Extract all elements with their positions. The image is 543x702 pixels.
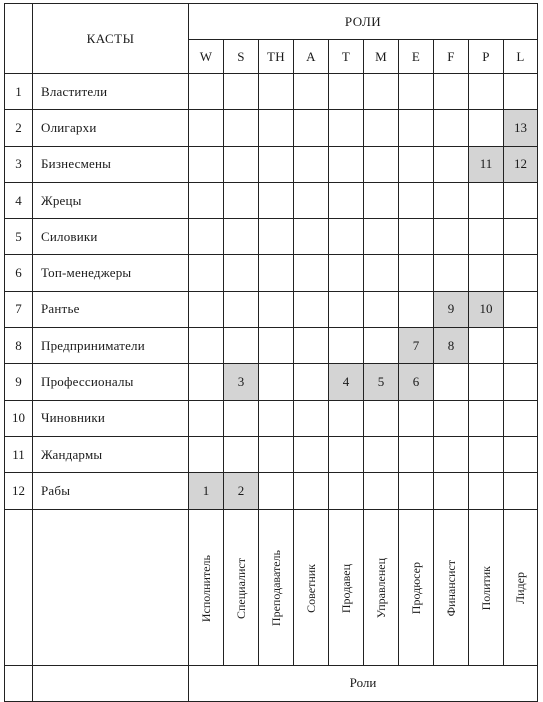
empty-cell xyxy=(329,436,364,472)
castes-roles-table xyxy=(4,3,538,702)
role-name-cell xyxy=(399,509,434,665)
roles-header: РОЛИ xyxy=(189,4,538,40)
caste-name: Властители xyxy=(33,74,189,110)
empty-cell xyxy=(399,146,434,182)
empty-cell xyxy=(504,182,538,218)
role-name: Продюсер xyxy=(408,561,423,615)
empty-cell xyxy=(434,110,469,146)
empty-cell xyxy=(399,110,434,146)
empty-cell xyxy=(504,219,538,255)
empty-cell xyxy=(189,182,224,218)
caste-name: Рабы xyxy=(33,473,189,509)
blank-cell-bottom xyxy=(33,509,189,665)
caste-name: Силовики xyxy=(33,219,189,255)
caste-name: Рантье xyxy=(33,291,189,327)
empty-cell xyxy=(364,110,399,146)
empty-cell xyxy=(399,219,434,255)
empty-cell xyxy=(504,328,538,364)
role-name-cell xyxy=(189,509,224,665)
shaded-cell: 7 xyxy=(399,328,434,364)
empty-cell xyxy=(294,110,329,146)
empty-cell xyxy=(364,146,399,182)
empty-cell xyxy=(259,146,294,182)
empty-cell xyxy=(294,291,329,327)
empty-cell xyxy=(259,328,294,364)
empty-cell xyxy=(224,291,259,327)
caste-name: Бизнесмены xyxy=(33,146,189,182)
empty-cell xyxy=(469,110,504,146)
empty-cell xyxy=(189,74,224,110)
caste-number: 2 xyxy=(5,110,33,146)
empty-cell xyxy=(189,436,224,472)
role-name: Преподаватель xyxy=(268,550,283,627)
empty-cell xyxy=(469,219,504,255)
empty-cell xyxy=(469,328,504,364)
empty-cell xyxy=(259,182,294,218)
roles-footer-label: Роли xyxy=(189,665,538,701)
role-name: Продавец xyxy=(338,563,353,613)
caste-number: 11 xyxy=(5,436,33,472)
shaded-cell: 4 xyxy=(329,364,364,400)
caste-name: Олигархи xyxy=(33,110,189,146)
empty-cell xyxy=(294,436,329,472)
role-code-e: E xyxy=(399,40,434,74)
empty-cell xyxy=(364,182,399,218)
caste-number: 3 xyxy=(5,146,33,182)
empty-cell xyxy=(294,182,329,218)
empty-cell xyxy=(294,146,329,182)
shaded-cell: 10 xyxy=(469,291,504,327)
shaded-cell: 9 xyxy=(434,291,469,327)
table-row xyxy=(5,436,538,472)
empty-cell xyxy=(329,219,364,255)
table-row xyxy=(5,364,538,400)
empty-cell xyxy=(364,473,399,509)
empty-cell xyxy=(469,364,504,400)
table-row xyxy=(5,328,538,364)
role-name: Специалист xyxy=(233,557,248,619)
empty-cell xyxy=(364,255,399,291)
empty-cell xyxy=(329,291,364,327)
empty-cell xyxy=(329,146,364,182)
empty-cell xyxy=(469,436,504,472)
empty-cell xyxy=(434,473,469,509)
empty-cell xyxy=(259,364,294,400)
empty-cell xyxy=(469,400,504,436)
empty-cell xyxy=(504,364,538,400)
empty-cell xyxy=(294,473,329,509)
role-code-w: W xyxy=(189,40,224,74)
empty-cell xyxy=(364,436,399,472)
role-name-cell xyxy=(259,509,294,665)
empty-cell xyxy=(189,400,224,436)
empty-cell xyxy=(364,400,399,436)
empty-cell xyxy=(224,146,259,182)
empty-cell xyxy=(224,219,259,255)
caste-number: 12 xyxy=(5,473,33,509)
role-code-f: F xyxy=(434,40,469,74)
role-name: Советник xyxy=(303,563,318,613)
empty-cell xyxy=(189,328,224,364)
caste-name: Профессионалы xyxy=(33,364,189,400)
corner-cell-bottom xyxy=(5,509,33,665)
shaded-cell: 2 xyxy=(224,473,259,509)
empty-cell xyxy=(259,74,294,110)
empty-cell xyxy=(294,255,329,291)
caste-name: Жрецы xyxy=(33,182,189,218)
role-code-th: TH xyxy=(259,40,294,74)
table-row xyxy=(5,182,538,218)
empty-cell xyxy=(434,436,469,472)
role-code-m: M xyxy=(364,40,399,74)
empty-cell xyxy=(399,436,434,472)
empty-cell xyxy=(434,146,469,182)
empty-cell xyxy=(259,110,294,146)
table-body xyxy=(5,4,538,702)
empty-cell xyxy=(434,182,469,218)
table-row xyxy=(5,255,538,291)
empty-cell xyxy=(329,255,364,291)
table-row xyxy=(5,110,538,146)
caste-number: 7 xyxy=(5,291,33,327)
caste-number: 8 xyxy=(5,328,33,364)
role-name: Лидер xyxy=(513,572,527,605)
role-code-a: A xyxy=(294,40,329,74)
empty-cell xyxy=(294,364,329,400)
role-name-cell xyxy=(364,509,399,665)
castes-header: КАСТЫ xyxy=(33,4,189,74)
empty-cell xyxy=(434,364,469,400)
caste-number: 1 xyxy=(5,74,33,110)
empty-cell xyxy=(434,400,469,436)
shaded-cell: 5 xyxy=(364,364,399,400)
empty-cell xyxy=(434,255,469,291)
role-names-row xyxy=(5,509,538,665)
shaded-cell: 13 xyxy=(504,110,538,146)
empty-cell xyxy=(259,291,294,327)
corner-cell-footer xyxy=(5,665,33,701)
empty-cell xyxy=(399,473,434,509)
empty-cell xyxy=(364,291,399,327)
role-name-cell xyxy=(434,509,469,665)
empty-cell xyxy=(399,182,434,218)
blank-cell-footer xyxy=(33,665,189,701)
empty-cell xyxy=(224,436,259,472)
empty-cell xyxy=(364,74,399,110)
empty-cell xyxy=(364,219,399,255)
caste-number: 9 xyxy=(5,364,33,400)
empty-cell xyxy=(504,473,538,509)
empty-cell xyxy=(259,219,294,255)
role-code-s: S xyxy=(224,40,259,74)
empty-cell xyxy=(259,255,294,291)
role-name: Финансист xyxy=(443,559,458,617)
empty-cell xyxy=(364,328,399,364)
role-name: Исполнитель xyxy=(198,554,213,622)
role-name-cell xyxy=(329,509,364,665)
corner-cell xyxy=(5,4,33,74)
empty-cell xyxy=(189,146,224,182)
caste-number: 6 xyxy=(5,255,33,291)
role-code-t: T xyxy=(329,40,364,74)
caste-number: 4 xyxy=(5,182,33,218)
shaded-cell: 3 xyxy=(224,364,259,400)
shaded-cell: 8 xyxy=(434,328,469,364)
empty-cell xyxy=(294,74,329,110)
empty-cell xyxy=(294,219,329,255)
role-code-p: P xyxy=(469,40,504,74)
empty-cell xyxy=(224,400,259,436)
empty-cell xyxy=(189,219,224,255)
empty-cell xyxy=(294,328,329,364)
header-row-top xyxy=(5,4,538,40)
shaded-cell: 12 xyxy=(504,146,538,182)
role-name-cell xyxy=(224,509,259,665)
caste-name: Топ-менеджеры xyxy=(33,255,189,291)
empty-cell xyxy=(434,74,469,110)
caste-name: Предприниматели xyxy=(33,328,189,364)
empty-cell xyxy=(399,400,434,436)
empty-cell xyxy=(469,182,504,218)
empty-cell xyxy=(469,473,504,509)
caste-number: 5 xyxy=(5,219,33,255)
empty-cell xyxy=(224,328,259,364)
table-row xyxy=(5,400,538,436)
empty-cell xyxy=(399,291,434,327)
caste-number: 10 xyxy=(5,400,33,436)
empty-cell xyxy=(329,473,364,509)
empty-cell xyxy=(399,74,434,110)
empty-cell xyxy=(469,74,504,110)
empty-cell xyxy=(224,182,259,218)
footer-row xyxy=(5,665,538,701)
empty-cell xyxy=(189,291,224,327)
empty-cell xyxy=(294,400,329,436)
empty-cell xyxy=(259,436,294,472)
role-name: Управленец xyxy=(373,557,388,619)
empty-cell xyxy=(329,328,364,364)
empty-cell xyxy=(189,110,224,146)
table-row xyxy=(5,74,538,110)
empty-cell xyxy=(504,74,538,110)
empty-cell xyxy=(329,110,364,146)
empty-cell xyxy=(259,400,294,436)
role-name-cell xyxy=(469,509,504,665)
empty-cell xyxy=(399,255,434,291)
empty-cell xyxy=(329,74,364,110)
empty-cell xyxy=(224,110,259,146)
table-row xyxy=(5,146,538,182)
role-code-l: L xyxy=(504,40,538,74)
empty-cell xyxy=(224,255,259,291)
empty-cell xyxy=(189,255,224,291)
role-name-cell xyxy=(294,509,329,665)
role-name: Политик xyxy=(478,565,493,611)
empty-cell xyxy=(504,291,538,327)
shaded-cell: 6 xyxy=(399,364,434,400)
empty-cell xyxy=(469,255,504,291)
empty-cell xyxy=(259,473,294,509)
empty-cell xyxy=(224,74,259,110)
empty-cell xyxy=(504,255,538,291)
empty-cell xyxy=(434,219,469,255)
empty-cell xyxy=(504,400,538,436)
empty-cell xyxy=(504,436,538,472)
table-row xyxy=(5,473,538,509)
caste-name: Чиновники xyxy=(33,400,189,436)
empty-cell xyxy=(329,400,364,436)
role-name-cell xyxy=(504,509,538,665)
shaded-cell: 11 xyxy=(469,146,504,182)
table-row xyxy=(5,219,538,255)
caste-name: Жандармы xyxy=(33,436,189,472)
shaded-cell: 1 xyxy=(189,473,224,509)
empty-cell xyxy=(329,182,364,218)
table-row xyxy=(5,291,538,327)
empty-cell xyxy=(189,364,224,400)
